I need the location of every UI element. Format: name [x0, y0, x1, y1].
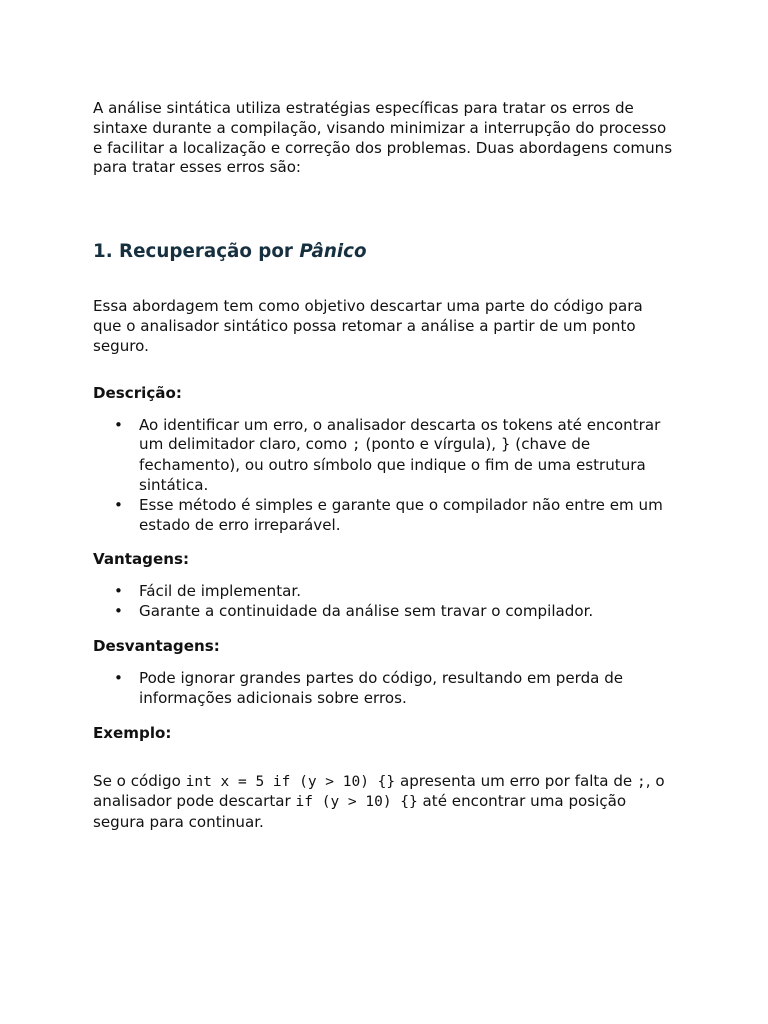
list-item	[93, 496, 673, 536]
bullet-icon: •	[114, 582, 123, 601]
list-item-text: Ao identificar um erro, o analisador descarta os tokens até encontrar um delimitador claro, como	[139, 415, 661, 454]
list-item-text: (ponto e vírgula), } (chave de fechamento), ou outro símbolo que indique o fim de uma estrutura sintática.	[139, 435, 646, 494]
advantages-label: Vantagens:	[93, 550, 189, 569]
example-text: até encontrar uma posição segura para continuar.	[93, 792, 627, 832]
description-list	[93, 416, 673, 536]
example-text: , o analisador pode descartar	[93, 771, 665, 811]
section-heading	[93, 240, 673, 264]
inline-code: int x = 5 if (y > 10) {}	[185, 773, 396, 790]
inline-code: ;	[637, 773, 646, 790]
inline-code: if (y > 10) {}	[295, 794, 418, 811]
list-item	[93, 582, 673, 602]
intro-paragraph: A análise sintática utiliza estratégias específicas para tratar os erros de sintaxe durante a compilação, visando minimizar a interrupção do processo e facilitar a localização e correção dos problemas. Duas abordagens comuns para tratar esses erros são:	[93, 99, 673, 177]
list-item	[93, 602, 673, 622]
example-text: apresenta um erro por falta de	[395, 771, 638, 790]
list-item	[93, 669, 673, 709]
list-item-text: Fácil de implementar.	[139, 582, 301, 601]
list-item-text: Garante a continuidade da análise sem travar o compilador.	[139, 602, 594, 621]
inline-code: ;	[351, 437, 361, 454]
list-item-text: Pode ignorar grandes partes do código, resultando em perda de informações adicionais sobre erros.	[139, 668, 624, 707]
bullet-icon: •	[114, 495, 123, 514]
description-label: Descrição:	[93, 383, 182, 402]
advantages-list	[93, 582, 673, 622]
document-body	[93, 99, 673, 833]
section-heading-prefix: 1. Recuperação por	[93, 241, 300, 263]
list-item-text: Esse método é simples e garante que o compilador não entre em um estado de erro irreparável.	[139, 495, 663, 534]
disadvantages-label: Desvantagens:	[93, 636, 220, 655]
example-paragraph	[93, 772, 673, 833]
section-summary: Essa abordagem tem como objetivo descartar uma parte do código para que o analisador sintático possa retomar a análise a partir de um ponto seguro.	[93, 297, 643, 355]
example-label: Exemplo:	[93, 723, 172, 742]
bullet-icon: •	[114, 602, 123, 621]
example-text: Se o código	[93, 771, 186, 790]
bullet-icon: •	[114, 415, 123, 434]
section-heading-emphasis: Pânico	[299, 241, 367, 263]
bullet-icon: •	[114, 668, 123, 687]
list-item	[93, 416, 673, 496]
disadvantages-list	[93, 669, 673, 709]
